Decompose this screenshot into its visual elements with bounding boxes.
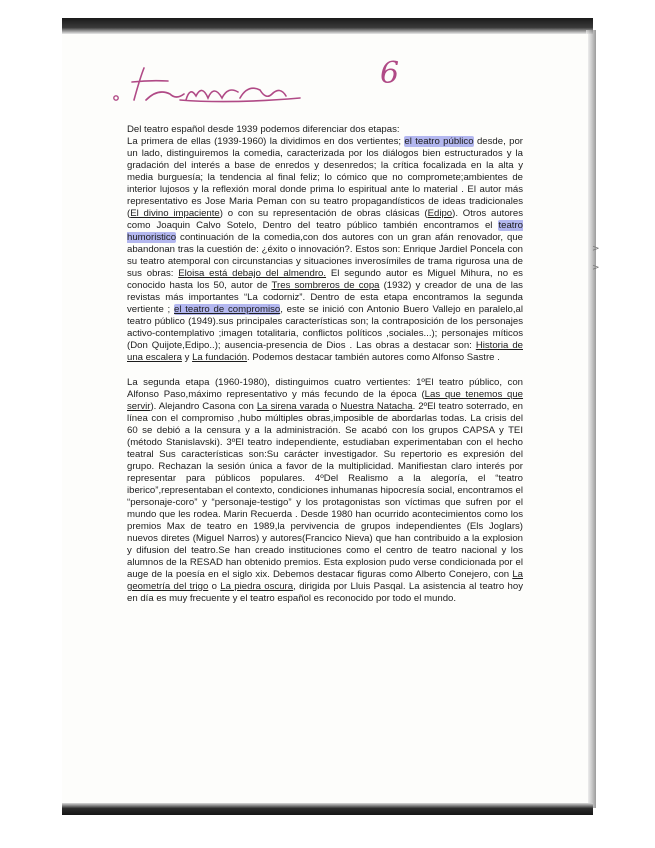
underline-work: Eloisa está debajo del almendro. xyxy=(178,268,327,279)
underline-work: Las que tenemos que servir xyxy=(127,389,524,412)
highlight-teatro-humoristico: teatro humoristico xyxy=(127,220,523,243)
margin-mark: > xyxy=(592,244,600,254)
underline-work: La geometría del trigo xyxy=(127,569,523,592)
paragraph-second-stage: La segunda etapa (1960-1980), distinguimos cuatro vertientes: 1ºEl teatro público, con Alfonso Paso,máximo representativo y más fecundo de la época (Las que tenemos que servir). Alejandro Casona con La sirena varada o Nuestra Natacha. 2ºEl teatro soterrado, en línea con el compromiso ,hubo múltiples obras,imposible de abordarlas todas. La crisis del 60 se debió a la censura y a la administración. Se acabó con los grupos CAPSA y TEI (método Stanislavski). 3ºEl teatro independiente, estudiaban experimentaban con el hecho teatral Sus características son:Su carácter investigador. Su repertorio es expresión del grupo. Rechazan la sesión única a favor de la multiplicidad. Manifiestan claro interés por representar para públicos populares. 4ºDel Realismo a la alegoría, el “teatro iberico”,representaban el contexto, condiciones inhumanas hipocresía social, encontramos el “personaje-coro” y “personaje-testigo” y los protagonistas son víctimas que sufren por el mundo que les rodea. Marin Recuerda . Desde 1980 han ocurrido acontecimientos como los premios Max de teatro en 1989,la pervivencia de grupos independientes (Els Joglars) nuevos diretes (Miguel Narros) y autores(Francico Nieva) que han contribuido a la explosion y difusion del teatro.Se han creado instituciones como el centro de teatro nacional y los alumnos de la RESAD han obtenido premios. Esta explosion pudo verse condicionada por el auge de la poesía en el siglo xix. Debemos destacar figuras como Alberto Conejero, con La geometría del trigo o La piedra oscura, dirigida por Lluis Pasqal. La asistencia al teatro hoy en día es muy frecuente y el teatro español es reconocido por todo el mundo. xyxy=(127,377,524,604)
underline-work: Edipo xyxy=(427,208,453,219)
intro-line: Del teatro español desde 1939 podemos diferenciar dos etapas: xyxy=(127,124,400,135)
handwritten-number: 6 xyxy=(380,56,400,91)
underline-work: La sirena varada xyxy=(256,401,329,412)
document-body xyxy=(127,124,523,605)
underline-work: El divino impaciente xyxy=(130,208,220,219)
highlight-teatro-publico: el teatro público xyxy=(404,136,474,147)
underline-work: Nuestra Natacha xyxy=(340,401,413,412)
underline-work: La piedra oscura xyxy=(220,581,294,592)
underline-work: Tres sombreros de copa xyxy=(271,280,380,291)
scan-shadow-top xyxy=(62,18,593,34)
margin-mark: > xyxy=(592,263,600,273)
paragraph-first-stage: La primera de ellas (1939-1960) la dividimos en dos vertientes; el teatro público desde, por un lado, distinguiremos la comedia, caracterizada por los diálogos bien estructurados y la gradación del interés a base de enredos y desenredos; la crítica focalizada en la alta y media burguesía; la tendencia al final feliz; lo cómico que no compromete;ambientes de interior lujosos y la reflexión moral donde prima lo espiritual ante lo material . El autor más representativo es Jose Maria Peman con su teatro propagandísticos de ideas tradicionales (El divino impaciente) o con su representación de obras clásicas (Edipo). Otros autores como Joaquin Calvo Sotelo, Dentro del teatro público también encontramos el teatro humoristico continuación de la comedia,con dos autores con un gran afán renovador, que abandonan tras la cuestión de: ¿éxito o innovación?. Estos son: Enrique Jardiel Poncela con su teatro atemporal con circunstancias y situaciones inverosímiles de trama rigurosa una de sus obras: Eloisa está debajo del almendro. El segundo autor es Miguel Mihura, no es conocido hasta los 50, autor de Tres sombreros de copa (1932) y creador de una de las revistas más importantes “La codorniz”. Dentro de esta etapa encontramos la segunda vertiente ; el teatro de compromiso, este se inició con Antonio Buero Vallejo en paralelo,al teatro público (1949).sus principales características son; la contraposición de los personajes activo-contemplativo ;imagen totalitaria, conflictos políticos ,sociales...); personajes míticos (Don Quijote,Edipo..); ausencia-presencia de Dios . Las obras a destacar son: Historia de una escalera y La fundación. Podemos destacar también autores como Alfonso Sastre . xyxy=(127,136,523,363)
underline-work: La fundación xyxy=(192,352,248,363)
scan-shadow-bottom xyxy=(62,803,593,815)
handwritten-title xyxy=(110,60,410,110)
underline-work: Historia de una escalera xyxy=(127,340,523,363)
highlight-teatro-compromiso: el teatro de compromiso xyxy=(174,304,281,315)
